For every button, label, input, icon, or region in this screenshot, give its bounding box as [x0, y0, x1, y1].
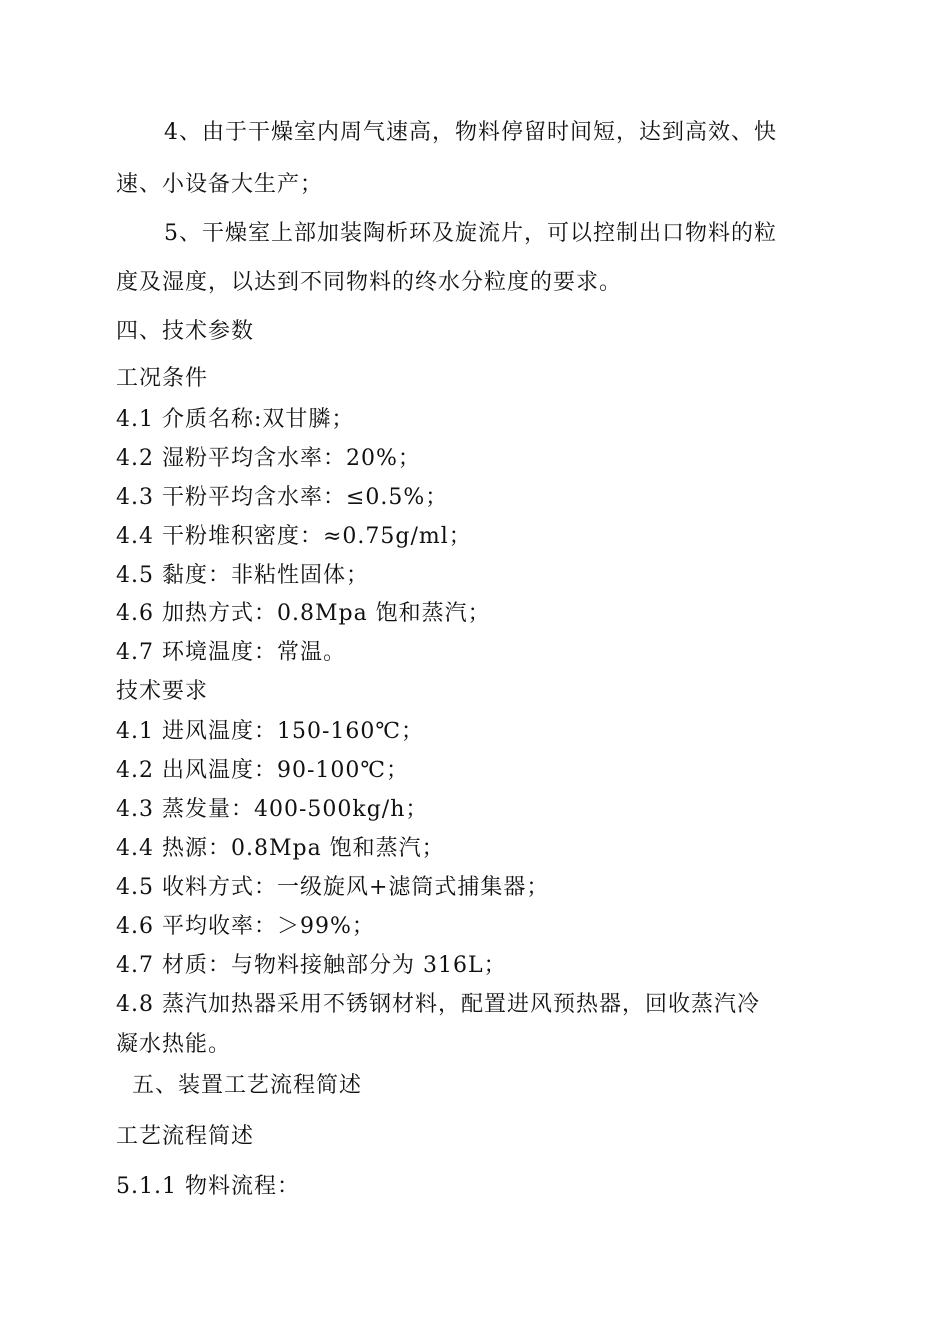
- feature-item-5-line-1: 5、干燥室上部加装陶析环及旋流片，可以控制出口物料的粒: [164, 221, 777, 246]
- conditions-heading: 工况条件: [116, 366, 209, 391]
- condition-item: 4.6 加热方式：0.8Mpa 饱和蒸汽；: [116, 601, 491, 626]
- section-5-subheading: 工艺流程简述: [116, 1124, 255, 1149]
- condition-item: 4.5 黏度：非粘性固体；: [116, 563, 369, 588]
- condition-item: 4.2 湿粉平均含水率：20%；: [116, 446, 421, 471]
- requirement-item-8-line-1: 4.8 蒸汽加热器采用不锈钢材料，配置进风预热器，回收蒸汽冷: [116, 992, 760, 1017]
- condition-item: 4.3 干粉平均含水率：≤0.5%；: [116, 485, 449, 510]
- requirement-item: 4.7 材质：与物料接触部分为 316L；: [116, 953, 507, 978]
- requirement-item: 4.1 进风温度：150-160℃；: [116, 719, 425, 744]
- section-4-title: 四、技术参数: [116, 319, 255, 344]
- requirement-item: 4.4 热源：0.8Mpa 饱和蒸汽；: [116, 836, 445, 861]
- feature-item-4-line-2: 速、小设备大生产；: [116, 172, 324, 197]
- requirement-item: 4.6 平均收率：＞99%；: [116, 914, 375, 939]
- requirements-heading: 技术要求: [116, 679, 209, 704]
- requirement-item: 4.2 出风温度：90-100℃；: [116, 758, 410, 783]
- requirement-item-8-line-2: 凝水热能。: [116, 1032, 232, 1057]
- section-5-title: 五、装置工艺流程简述: [132, 1073, 363, 1098]
- feature-item-5-line-2: 度及湿度，以达到不同物料的终水分粒度的要求。: [116, 270, 623, 295]
- requirement-item: 4.5 收料方式：一级旋风+滤筒式捕集器；: [116, 875, 550, 900]
- requirement-item: 4.3 蒸发量：400-500kg/h；: [116, 797, 429, 822]
- feature-item-4-line-1: 4、由于干燥室内周气速高，物料停留时间短，达到高效、快: [164, 120, 777, 145]
- condition-item: 4.4 干粉堆积密度：≈0.75g/ml；: [116, 524, 472, 549]
- section-5-item: 5.1.1 物料流程：: [116, 1174, 300, 1199]
- condition-item: 4.1 介质名称:双甘膦；: [116, 407, 355, 432]
- condition-item: 4.7 环境温度：常温。: [116, 640, 346, 665]
